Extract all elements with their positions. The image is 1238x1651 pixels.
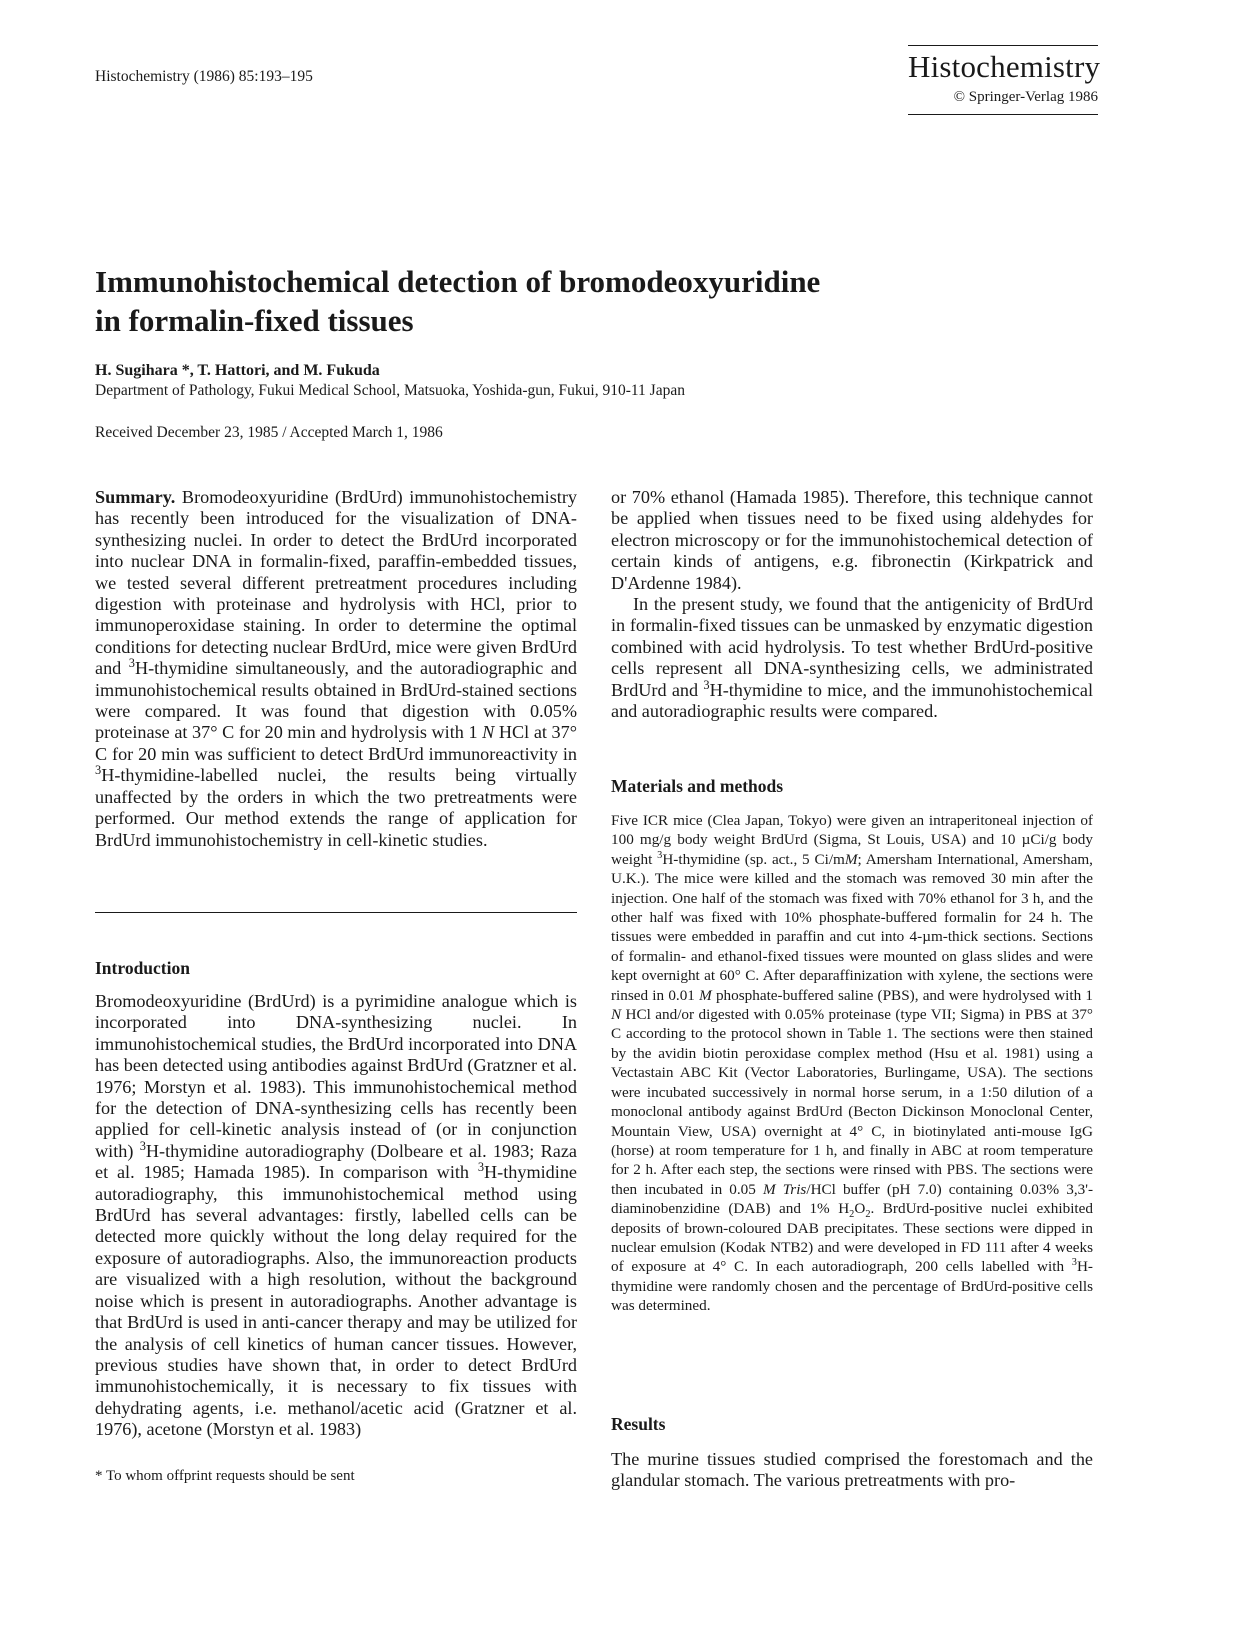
introduction-continued-block	[611, 487, 1093, 722]
journal-masthead	[908, 45, 1101, 115]
introduction-paragraph: Bromodeoxyuridine (BrdUrd) is a pyrimidine analogue which is incorporated into DNA-synthesizing nuclei. In immunohistochemical studies, the BrdUrd incorporated into DNA has been detected using antibodies against BrdUrd (Gratzner et al. 1976; Morstyn et al. 1983). This immunohistochemical method for the detection of DNA-synthesizing cells has recently been applied for cell-kinetic analysis instead of (or in conjunction with) $^3$H-thymidine autoradiography (Dolbeare et al. 1983; Raza et al. 1985; Hamada 1985). In comparison with $^3$H-thymidine autoradiography, this immunohistochemical method using BrdUrd has several advantages: firstly, labelled cells can be detected more quickly without the long delay required for the exposure of autoradiographs. Also, the immunoreaction products are visualized with a high resolution, without the background noise which is present in autoradiographs. Another advantage is that BrdUrd is used in anti-cancer therapy and may be utilized for the analysis of cell kinetics of human cancer tissues. However, previous studies have shown that, in order to detect BrdUrd immunohistochemically, it is necessary to fix tissues with dehydrating agents, i.e. methanol/acetic acid (Gratzner et al. 1976), acetone (Morstyn et al. 1983)	[95, 991, 577, 1440]
summary-paragraph: Summary. Bromodeoxyuridine (BrdUrd) immunohistochemistry has recently been introduced for the visualization of DNA-synthesizing nuclei. In order to detect the BrdUrd incorporated into nuclear DNA in formalin-fixed, paraffin-embedded tissues, we tested several different pretreatment procedures including digestion with proteinase and hydrolysis with HCl, prior to immunoperoxidase staining. In order to determine the optimal conditions for detecting nuclear BrdUrd, mice were given BrdUrd and $^3$H-thymidine simultaneously, and the autoradiographic and immunohistochemical results obtained in BrdUrd-stained sections were compared. It was found that digestion with 0.05% proteinase at 37° C for 20 min and hydrolysis with 1 N HCl at 37° C for 20 min was sufficient to detect BrdUrd immunoreactivity in $^3$H-thymidine-labelled nuclei, the results being virtually unaffected by the orders in which the two pretreatments were performed. Our method extends the range of application for BrdUrd immunohistochemistry in cell-kinetic studies.	[95, 487, 578, 850]
journal-name: Histochemistry	[908, 49, 1101, 84]
methods-paragraph: Five ICR mice (Clea Japan, Tokyo) were given an intraperitoneal injection of 100 mg/g body weight BrdUrd (Sigma, St Louis, USA) and 10 µCi/g body weight $^3$H-thymidine (sp. act., 5 Ci/mM; Amersham International, Amersham, U.K.). The mice were killed and the stomach was removed 30 min after the injection. One half of the stomach was fixed with 70% ethanol for 3 h, and the other half was fixed with 10% phosphate-buffered formalin for 24 h. The tissues were embedded in paraffin and cut into 4-µm-thick sections. Sections of formalin- and ethanol-fixed tissues were mounted on glass slides and were kept overnight at 60° C. After deparaffinization with xylene, the sections were rinsed in 0.01 M phosphate-buffered saline (PBS), and were hydrolysed with 1 N HCl and/or digested with 0.05% proteinase (type VII; Sigma) in PBS at 37° C according to the protocol shown in Table 1. The sections were then stained by the avidin biotin peroxidase complex method (Hsu et al. 1981) using a Vectastain ABC Kit (Vector Laboratories, Burlingame, USA). The sections were incubated successively in normal horse serum, in a 1:50 dilution of a monoclonal antibody against BrdUrd (Becton Dickinson Monoclonal Center, Mountain View, USA) overnight at 4° C, in biotinylated anti-mouse IgG (horse) at room temperature for 1 h, and finally in ABC at room temperature for 2 h. After each step, the sections were rinsed with PBS. The sections were then incubated in 0.05 M Tris/HCl buffer (pH 7.0) containing 0.03% 3,3'-diaminobenzidine (DAB) and 1% $H_2O_2$. BrdUrd-positive nuclei exhibited deposits of brown-coloured DAB precipitates. These sections were dipped in nuclear emulsion (Kodak NTB2) and were developed in FD 111 after 4 weeks of exposure at 4° C. In each autoradiograph, 200 cells labelled with $^3$H-thymidine were randomly chosen and the percentage of BrdUrd-positive cells was determined.	[611, 812, 1094, 1315]
title-line-2: in formalin-fixed tissues	[95, 303, 414, 338]
copyright-notice: © Springer-Verlag 1986	[953, 89, 1098, 105]
article-title	[95, 262, 995, 340]
summary-block	[95, 487, 577, 851]
introduction-heading: Introduction	[95, 958, 190, 978]
received-dates: Received December 23, 1985 / Accepted March 1, 1986	[95, 424, 443, 441]
results-block	[611, 1414, 1093, 1492]
masthead-bottom-rule	[908, 114, 1098, 115]
results-heading: Results	[611, 1414, 666, 1434]
introduction-continued-paragraph: or 70% ethanol (Hamada 1985). Therefore, this technique cannot be applied when tissues need to be fixed using aldehydes for electron microscopy or for the immunohistochemical detection of certain kinds of antigens, e.g. fibronectin (Kirkpatrick and D'Ardenne 1984).	[611, 487, 1093, 593]
running-head-citation: Histochemistry (1986) 85:193–195	[95, 68, 313, 85]
introduction-paragraph-2: In the present study, we found that the antigenicity of BrdUrd in formalin-fixed tissues can be unmasked by enzymatic digestion combined with acid hydrolysis. To test whether BrdUrd-positive cells represent all DNA-synthesizing cells, we administrated BrdUrd and $^3$H-thymidine to mice, and the immunohistochemical and autoradiographic results were compared.	[611, 594, 1094, 722]
footnote: * To whom offprint requests should be sent	[95, 1468, 355, 1484]
author-list: H. Sugihara *, T. Hattori, and M. Fukuda	[95, 362, 380, 379]
methods-block	[611, 776, 1093, 1316]
title-line-1: Immunohistochemical detection of bromodeoxyuridine	[95, 264, 821, 299]
methods-heading: Materials and methods	[611, 776, 784, 796]
summary-label: Summary.	[95, 487, 176, 507]
introduction-block	[95, 958, 577, 1441]
author-affiliation: Department of Pathology, Fukui Medical School, Matsuoka, Yoshida-gun, Fukui, 910-11 Japan	[95, 382, 685, 399]
summary-separator-rule	[95, 912, 577, 913]
masthead-top-rule	[908, 45, 1098, 46]
results-paragraph: The murine tissues studied comprised the forestomach and the glandular stomach. The various pretreatments with pro-	[611, 1449, 1093, 1491]
